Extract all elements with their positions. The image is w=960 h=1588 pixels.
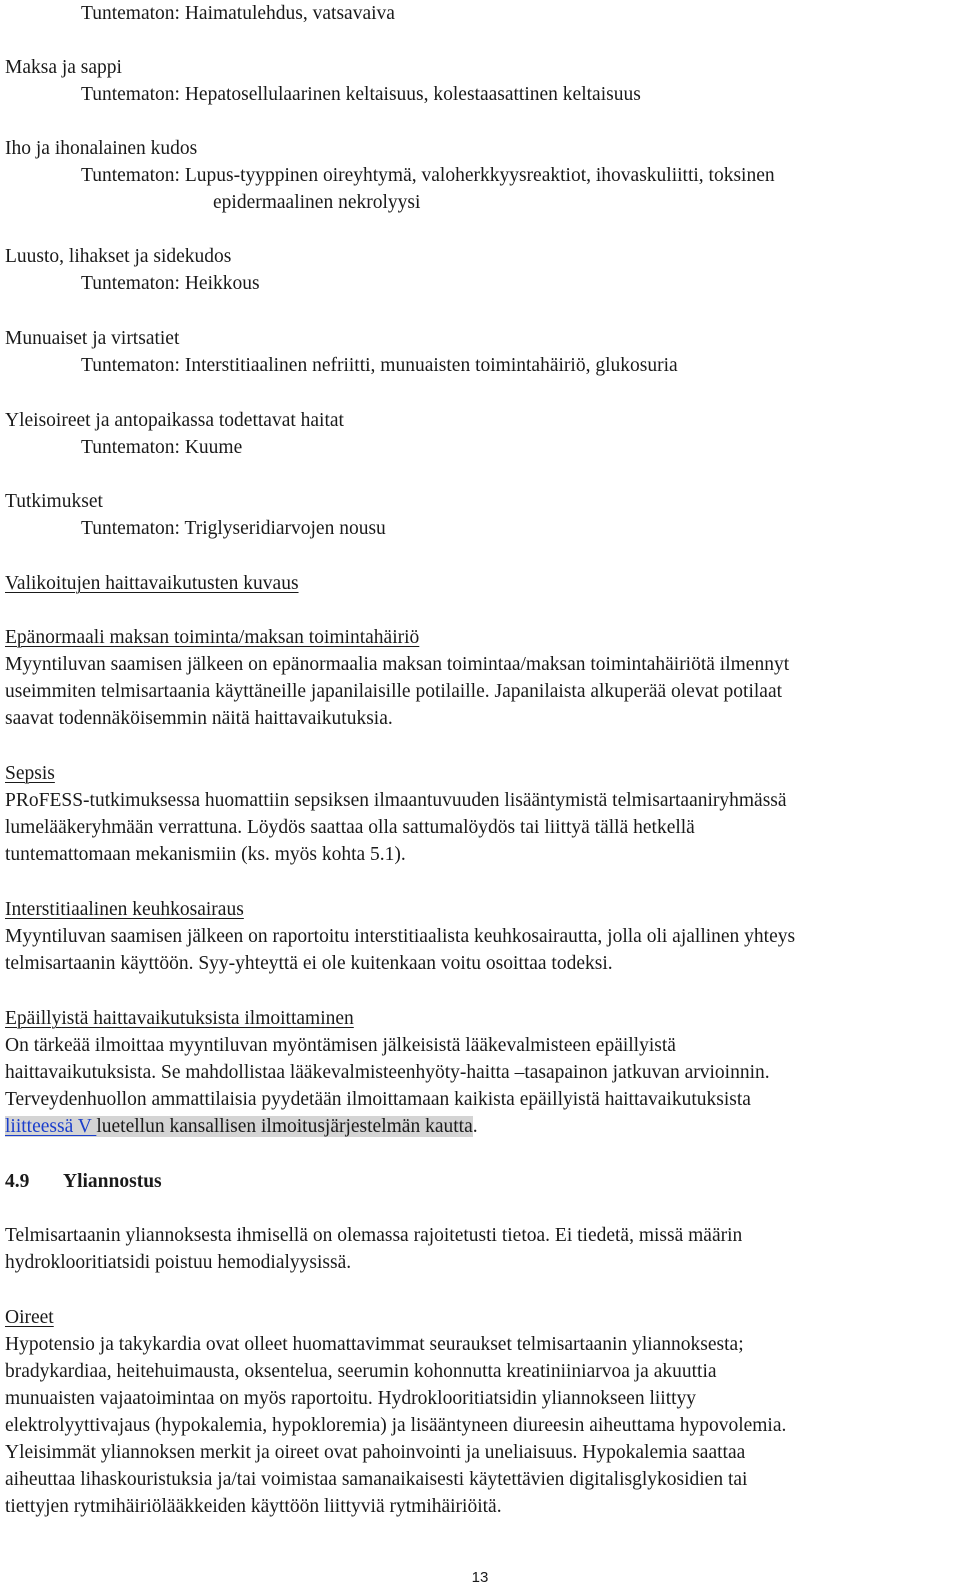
organ-class-heading: Munuaiset ja virtsatiet bbox=[5, 328, 180, 349]
adverse-item: Tuntematon: Haimatulehdus, vatsavaiva bbox=[81, 3, 395, 24]
section-heading bbox=[5, 1168, 162, 1195]
page-number: 13 bbox=[471, 1569, 489, 1586]
adverse-item: Tuntematon: Lupus-tyyppinen oireyhtymä, valoherkkyysreaktiot, ihovaskuliitti, toksinen bbox=[81, 165, 775, 186]
sepsis-text-line: lumelääkeryhmään verrattuna. Löydös saattaa olla sattumalöydös tai liittyä tällä hetkellä bbox=[5, 817, 695, 838]
sentence-period: . bbox=[472, 1116, 478, 1137]
symptoms-text-line: Hypotensio ja takykardia ovat olleet huomattavimmat seuraukset telmisartaanin yliannoksesta; bbox=[5, 1334, 744, 1355]
ild-text-line: Myyntiluvan saamisen jälkeen on raportoitu interstitiaalista keuhkosairautta, jolla oli ajallinen yhteys bbox=[5, 926, 796, 947]
symptoms-text-line: Yleisimmät yliannoksen merkit ja oireet ovat pahoinvointi ja uneliaisuus. Hypokalemia saattaa bbox=[5, 1442, 746, 1463]
sepsis-text-line: PRoFESS-tutkimuksessa huomattiin sepsiksen ilmaantuvuuden lisääntymistä telmisartaaniryhmässä bbox=[5, 790, 787, 811]
overdose-intro-line: Telmisartaanin yliannoksesta ihmisellä on olemassa rajoitetusti tietoa. Ei tiedetä, missä määrin bbox=[5, 1225, 743, 1246]
liver-text-line: Myyntiluvan saamisen jälkeen on epänormaalia maksan toimintaa/maksan toimintahäiriötä ilmennyt bbox=[5, 654, 790, 675]
organ-class-heading: Yleisoireet ja antopaikassa todettavat haitat bbox=[5, 410, 344, 431]
symptoms-text-line: elektrolyyttivajaus (hypokalemia, hypokloremia) ja lisääntyneen diureesin aiheuttama hypovolemia. bbox=[5, 1415, 787, 1436]
section-title: Yliannostus bbox=[63, 1171, 162, 1192]
reporting-text-line: Terveydenhuollon ammattilaisia pyydetään ilmoittamaan kaikista epäillyistä haittavaikutuksista bbox=[5, 1089, 751, 1110]
symptoms-heading: Oireet bbox=[5, 1307, 54, 1328]
adverse-item-continuation: epidermaalinen nekrolyysi bbox=[213, 192, 421, 213]
adverse-item: Tuntematon: Kuume bbox=[81, 437, 243, 458]
adverse-item: Tuntematon: Hepatosellulaarinen keltaisuus, kolestaasattinen keltaisuus bbox=[81, 84, 641, 105]
symptoms-text-line: tiettyjen rytmihäiriölääkkeiden käyttöön liittyviä rytmihäiriöitä. bbox=[5, 1496, 502, 1517]
symptoms-text-line: aiheuttaa lihaskouristuksia ja/tai voimistaa samanaikaisesti käytettävien digitalisglykosidien tai bbox=[5, 1469, 748, 1490]
annex-v-link[interactable]: liitteessä V bbox=[5, 1116, 97, 1137]
organ-class-heading: Luusto, lihakset ja sidekudos bbox=[5, 246, 232, 267]
symptoms-text-line: munuaisten vajaatoimintaa on myös raportoitu. Hydroklooritiatsidin yliannokseen liittyy bbox=[5, 1388, 697, 1409]
reporting-text-line: haittavaikutuksista. Se mahdollistaa lääkevalmisteenhyöty-haitta –tasapainon jatkuvan arvioinnin. bbox=[5, 1062, 770, 1083]
organ-class-heading: Tutkimukset bbox=[5, 491, 103, 512]
sepsis-heading: Sepsis bbox=[5, 763, 55, 784]
ild-text-line: telmisartaanin käyttöön. Syy-yhteyttä ei ole kuitenkaan voitu osoittaa todeksi. bbox=[5, 953, 613, 974]
reporting-link-line bbox=[5, 1113, 478, 1140]
reporting-link-continuation: luetellun kansallisen ilmoitusjärjestelmän kautta bbox=[96, 1116, 473, 1137]
reporting-text-line: On tärkeää ilmoittaa myyntiluvan myöntämisen jälkeisistä lääkevalmisteen epäillyistä bbox=[5, 1035, 676, 1056]
liver-text-line: useimmiten telmisartaania käyttäneille japanilaisille potilaille. Japanilaista alkuperää olevat potilaat bbox=[5, 681, 783, 702]
adverse-item: Tuntematon: Interstitiaalinen nefriitti, munuaisten toimintahäiriö, glukosuria bbox=[81, 355, 678, 376]
organ-class-heading: Iho ja ihonalainen kudos bbox=[5, 138, 198, 159]
organ-class-heading: Maksa ja sappi bbox=[5, 57, 122, 78]
adverse-item: Tuntematon: Heikkous bbox=[81, 273, 260, 294]
ild-heading: Interstitiaalinen keuhkosairaus bbox=[5, 899, 244, 920]
sepsis-text-line: tuntemattomaan mekanismiin (ks. myös kohta 5.1). bbox=[5, 844, 406, 865]
section-number: 4.9 bbox=[5, 1171, 30, 1192]
liver-text-line: saavat todennäköisemmin näitä haittavaikutuksia. bbox=[5, 708, 393, 729]
reporting-heading: Epäillyistä haittavaikutuksista ilmoittaminen bbox=[5, 1008, 354, 1029]
liver-heading: Epänormaali maksan toiminta/maksan toimintahäiriö bbox=[5, 627, 420, 648]
symptoms-text-line: bradykardiaa, heitehuimausta, oksentelua, seerumin kohonnutta kreatiniiniarvoa ja akuuttia bbox=[5, 1361, 717, 1382]
selected-reactions-heading: Valikoitujen haittavaikutusten kuvaus bbox=[5, 573, 299, 594]
highlighted-sentence bbox=[5, 1116, 473, 1137]
overdose-intro-line: hydroklooritiatsidi poistuu hemodialyysissä. bbox=[5, 1252, 352, 1273]
adverse-item: Tuntematon: Triglyseridiarvojen nousu bbox=[81, 518, 386, 539]
